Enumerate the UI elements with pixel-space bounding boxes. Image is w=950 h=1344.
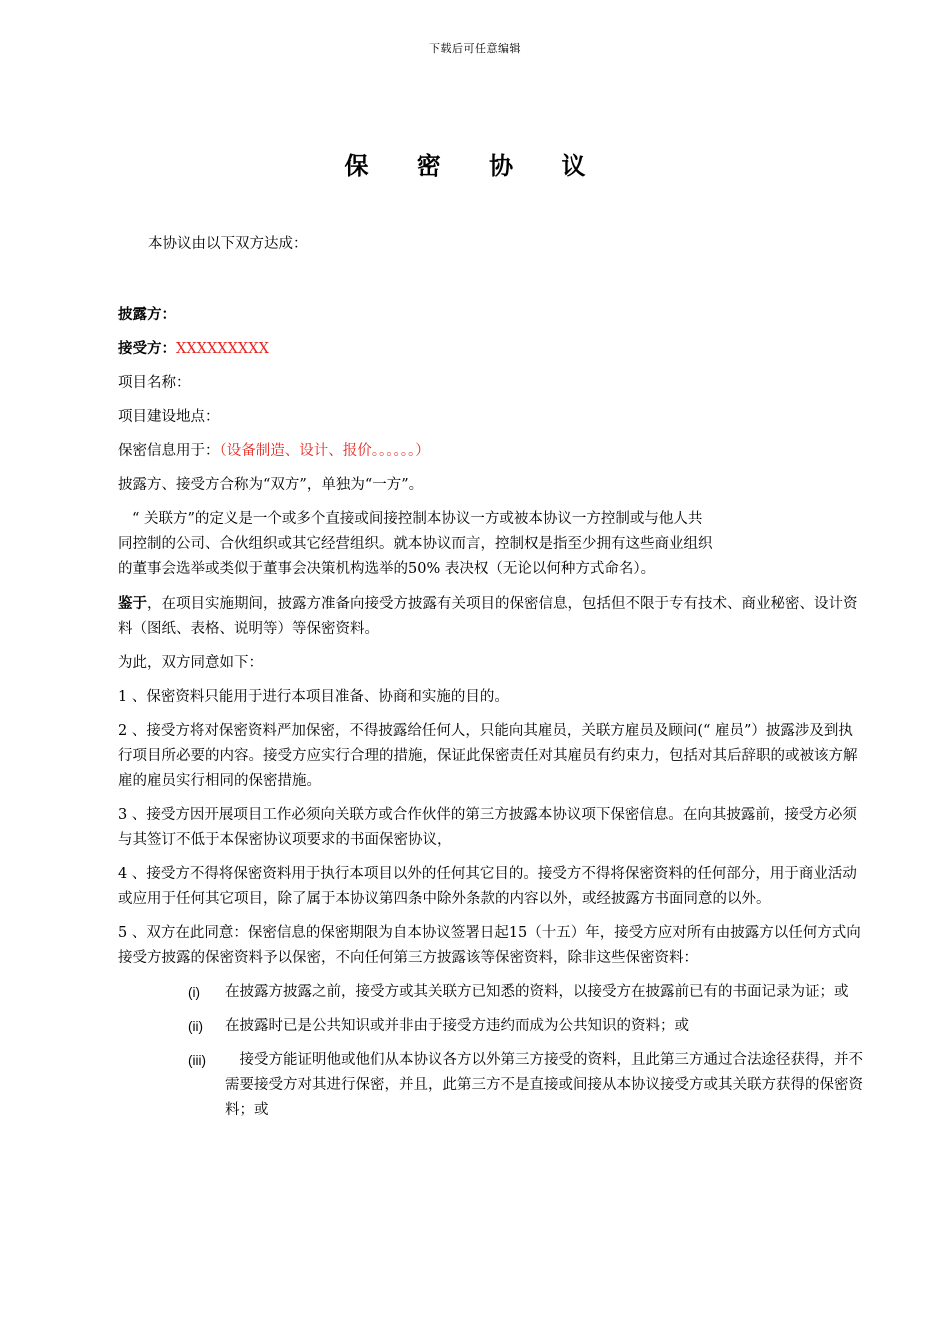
agree-line: 为此，双方同意如下： <box>118 655 263 671</box>
clause-2: 2 、接受方将对保密资料严加保密，不得披露给任何人，只能向其雇员，关联方雇员及顾问(“ 雇员”）披露涉及到执行项目所必要的内容。接受方应实行合理的措施，保证此保密责任对其雇员有约束力，包括对其后辞职的或被该方解雇的雇员实行相同的保密措施。 <box>118 723 858 789</box>
page-header-note: 下载后可任意编辑 <box>429 42 521 55</box>
document-body <box>118 232 863 1123</box>
affiliate-line-1: “ 关联方”的定义是一个或多个直接或间接控制本协议一方或被本协议一方控制或与他人共 <box>132 511 703 527</box>
subclause-iii-text: 接受方能证明他或他们从本协议各方以外第三方接受的资料，且此第三方通过合法途径获得，并不需要接受方对其进行保密，并且，此第三方不是直接或间接从本协议接受方或其关联方获得的保密资料；或 <box>225 1052 863 1118</box>
subclause-i <box>118 980 863 1005</box>
subclause-ii-number: (ii) <box>188 1019 203 1034</box>
subclause-ii <box>118 1014 863 1039</box>
receiver-label: 接受方： <box>118 340 176 357</box>
whereas-text: ，在项目实施期间，披露方准备向接受方披露有关项目的保密信息，包括但不限于专有技术、商业秘密、设计资料（图纸、表格、说明等）等保密资料。 <box>118 596 858 637</box>
collective-definition: 披露方、接受方合称为“双方”，单独为“一方”。 <box>118 477 424 493</box>
receiver-line <box>118 336 863 362</box>
affiliate-line-3: 的董事会选举或类似于董事会决策机构选举的50% 表决权（无论以何种方式命名）。 <box>118 561 656 577</box>
affiliate-definition <box>118 507 863 582</box>
clause-5: 5 、双方在此同意：保密信息的保密期限为自本协议签署日起15（十五）年，接受方应对所有由披露方以任何方式向接受方披露的保密资料予以保密，不向任何第三方披露该等保密资料，除非这些保密资料： <box>118 925 861 966</box>
subclause-i-text: 在披露方披露之前，接受方或其关联方已知悉的资料，以接受方在披露前已有的书面记录为证；或 <box>225 984 849 1000</box>
receiver-value: XXXXXXXXX <box>176 341 269 357</box>
intro-text: 本协议由以下双方达成： <box>148 236 308 252</box>
whereas-paragraph <box>118 591 863 642</box>
clause-3: 3 、接受方因开展项目工作必须向关联方或合作伙伴的第三方披露本协议项下保密信息。在向其披露前，接受方必须与其签订不低于本保密协议项要求的书面保密协议， <box>118 807 857 848</box>
document-title: 保 密 协 议 <box>344 151 606 180</box>
purpose-label: 保密信息用于： <box>118 443 220 459</box>
subclause-ii-text: 在披露时已是公共知识或并非由于接受方违约而成为公共知识的资料；或 <box>225 1018 689 1034</box>
clause-4: 4 、接受方不得将保密资料用于执行本项目以外的任何其它目的。接受方不得将保密资料的任何部分，用于商业活动或应用于任何其它项目，除了属于本协议第四条中除外条款的内容以外，或经披露方书面同意的以外。 <box>118 866 857 907</box>
affiliate-line-2: 同控制的公司、合伙组织或其它经营组织。就本协议而言，控制权是指至少拥有这些商业组织 <box>118 536 713 552</box>
purpose-line <box>118 439 863 464</box>
whereas-lead: 鉴于 <box>118 595 147 612</box>
subclause-iii-number: (iii) <box>188 1053 206 1068</box>
discloser-label: 披露方： <box>118 306 176 323</box>
clause-1: 1 、保密资料只能用于进行本项目准备、协商和实施的目的。 <box>118 689 509 705</box>
purpose-value: （设备制造、设计、报价。。。。。。） <box>219 443 430 459</box>
subclause-i-number: (i) <box>188 985 200 1000</box>
project-site-label: 项目建设地点： <box>118 409 220 425</box>
subclause-iii <box>118 1048 863 1123</box>
project-name-label: 项目名称： <box>118 375 191 391</box>
